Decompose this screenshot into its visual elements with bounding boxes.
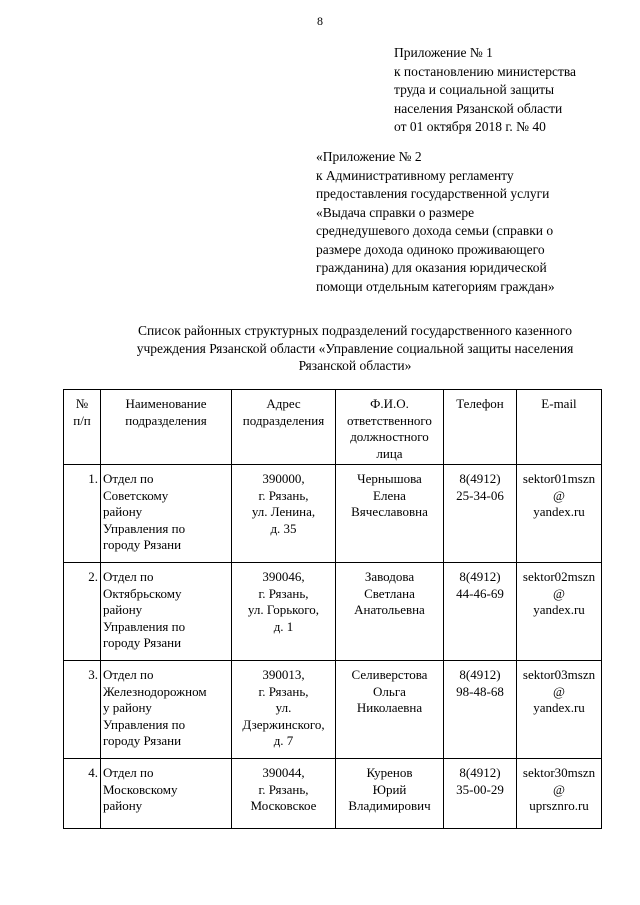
cell-text: sektor01mszn (522, 471, 596, 486)
header-text: Ф.И.О. (370, 396, 409, 411)
cell-text: Заводова (364, 569, 415, 584)
cell-text: Юрий (372, 781, 407, 797)
cell-text: ул. (275, 700, 292, 715)
regulation-line: «Выдача справки о размере (316, 204, 475, 220)
appendix-line: от 01 октября 2018 г. № 40 (394, 119, 546, 134)
cell-address (232, 465, 336, 563)
cell-text: yandex.ru (533, 602, 585, 617)
table-row (64, 563, 602, 661)
table-header-row (64, 390, 602, 465)
cell-phone (444, 563, 517, 661)
header-text: должностного (350, 429, 429, 444)
cell-email (517, 661, 602, 759)
cell-text: Управления по (103, 520, 186, 536)
cell-text: у району (103, 700, 152, 715)
cell-num: 4. (64, 759, 101, 829)
cell-text: Отдел по (103, 765, 154, 780)
cell-text: району (103, 504, 143, 519)
cell-text: Дзержинского, (242, 716, 325, 732)
appendix-line: Приложение № 1 (394, 45, 493, 60)
header-email (517, 390, 602, 465)
cell-text: г. Рязань, (258, 585, 309, 601)
regulation-line: гражданина) для оказания юридической (316, 260, 547, 275)
cell-text: г. Рязань, (258, 781, 309, 797)
cell-text: 8(4912) (459, 471, 501, 486)
cell-name (101, 563, 232, 661)
cell-text: yandex.ru (533, 504, 585, 519)
header-text: подразделения (125, 412, 207, 428)
cell-text: 44-46-69 (456, 585, 504, 601)
cell-text: sektor03mszn (522, 667, 596, 682)
header-fio (336, 390, 444, 465)
regulation-line: помощи отдельным категориям граждан» (316, 278, 555, 294)
cell-text: району (103, 798, 143, 813)
cell-fio (336, 563, 444, 661)
cell-phone (444, 465, 517, 563)
cell-text: Железнодорожном (103, 683, 207, 699)
table-row (64, 759, 602, 829)
regulation-line: к Административному регламенту (316, 167, 514, 183)
header-phone (444, 390, 517, 465)
cell-text: Селиверстова (351, 667, 428, 682)
cell-text: городу Рязани (103, 635, 182, 650)
cell-text: Анатольевна (354, 602, 425, 617)
cell-text: Московскому (103, 781, 178, 797)
regulation-line: размере дохода одиноко проживающего (316, 241, 545, 257)
cell-text: г. Рязань, (258, 683, 309, 699)
cell-text: городу Рязани (103, 733, 182, 748)
cell-text: Отдел по (103, 471, 154, 486)
cell-text: Владимирович (348, 798, 431, 813)
cell-text: Советскому (103, 487, 169, 503)
cell-text: Ольга (373, 683, 406, 699)
regulation-line: «Приложение № 2 (316, 149, 422, 164)
cell-phone (444, 759, 517, 829)
cell-text: г. Рязань, (258, 487, 309, 503)
header-text: Наименование (125, 396, 207, 411)
cell-name (101, 465, 232, 563)
cell-name (101, 759, 232, 829)
cell-text: Управления по (103, 716, 186, 732)
header-text: лица (376, 445, 403, 461)
appendix-line: к постановлению министерства (394, 63, 577, 79)
cell-text: 98-48-68 (456, 683, 504, 699)
cell-text: 8(4912) (459, 667, 501, 682)
cell-fio (336, 661, 444, 759)
list-title-line: Рязанской области» (298, 358, 412, 373)
cell-text: Октябрьскому (103, 585, 182, 601)
cell-email (517, 759, 602, 829)
list-title-line: учреждения Рязанской области «Управление социальной защиты населения (136, 340, 574, 356)
cell-text: uprsznro.ru (529, 798, 589, 813)
list-title (60, 322, 640, 375)
cell-address (232, 563, 336, 661)
table-row (64, 661, 602, 759)
cell-text: Отдел по (103, 569, 154, 584)
cell-text: yandex.ru (533, 700, 585, 715)
cell-text: 390046, (262, 569, 305, 584)
regulation-block (316, 148, 555, 296)
cell-address (232, 759, 336, 829)
cell-text: 35-00-29 (456, 781, 504, 797)
regulation-line: предоставления государственной услуги (316, 186, 550, 201)
cell-text: Николаевна (356, 700, 423, 715)
cell-text: Елена (373, 487, 406, 503)
header-name (101, 390, 232, 465)
appendix-line: труда и социальной защиты (394, 82, 555, 97)
page-number: 8 (317, 14, 323, 28)
cell-text: ул. Горького, (247, 602, 320, 617)
appendix-block (394, 44, 576, 137)
header-text: E-mail (541, 396, 577, 411)
cell-email (517, 465, 602, 563)
cell-text: Вячеславовна (351, 504, 428, 519)
cell-fio (336, 465, 444, 563)
header-text: Адрес (266, 396, 301, 411)
cell-name (101, 661, 232, 759)
cell-text: @ (553, 585, 565, 601)
header-text: п/п (73, 412, 91, 428)
cell-text: д. 1 (273, 618, 294, 634)
cell-text: Куренов (366, 765, 413, 780)
header-text: № (75, 396, 89, 411)
cell-text: Управления по (103, 618, 186, 634)
header-num (64, 390, 101, 465)
cell-text: 8(4912) (459, 569, 501, 584)
header-text: подразделения (242, 412, 325, 428)
cell-text: Отдел по (103, 667, 154, 682)
cell-text: д. 35 (270, 520, 297, 536)
cell-text: sektor02mszn (522, 569, 596, 584)
cell-text: @ (553, 487, 565, 503)
cell-text: Московское (250, 798, 317, 813)
cell-text: 390044, (262, 765, 305, 780)
cell-text: sektor30mszn (522, 765, 596, 780)
cell-num: 2. (64, 563, 101, 661)
list-title-line: Список районных структурных подразделений государственного казенного (138, 323, 572, 338)
cell-text: @ (553, 683, 565, 699)
cell-text: 390013, (262, 667, 305, 682)
cell-text: ул. Ленина, (251, 504, 316, 519)
cell-num: 3. (64, 661, 101, 759)
header-address (232, 390, 336, 465)
units-table (63, 389, 602, 829)
header-text: Телефон (456, 396, 504, 411)
cell-text: 8(4912) (459, 765, 501, 780)
cell-text: д. 7 (273, 733, 294, 748)
cell-text: 390000, (262, 471, 305, 486)
cell-text: району (103, 602, 143, 617)
cell-fio (336, 759, 444, 829)
table-row (64, 465, 602, 563)
appendix-line: населения Рязанской области (394, 100, 563, 116)
cell-text: Чернышова (357, 471, 422, 486)
cell-text: 25-34-06 (456, 487, 504, 503)
regulation-line: среднедушевого дохода семьи (справки о (316, 223, 554, 238)
cell-address (232, 661, 336, 759)
cell-email (517, 563, 602, 661)
cell-num: 1. (64, 465, 101, 563)
cell-text: Светлана (364, 585, 415, 601)
cell-phone (444, 661, 517, 759)
cell-text: @ (553, 781, 565, 797)
cell-text: городу Рязани (103, 537, 182, 552)
header-text: ответственного (347, 412, 432, 428)
